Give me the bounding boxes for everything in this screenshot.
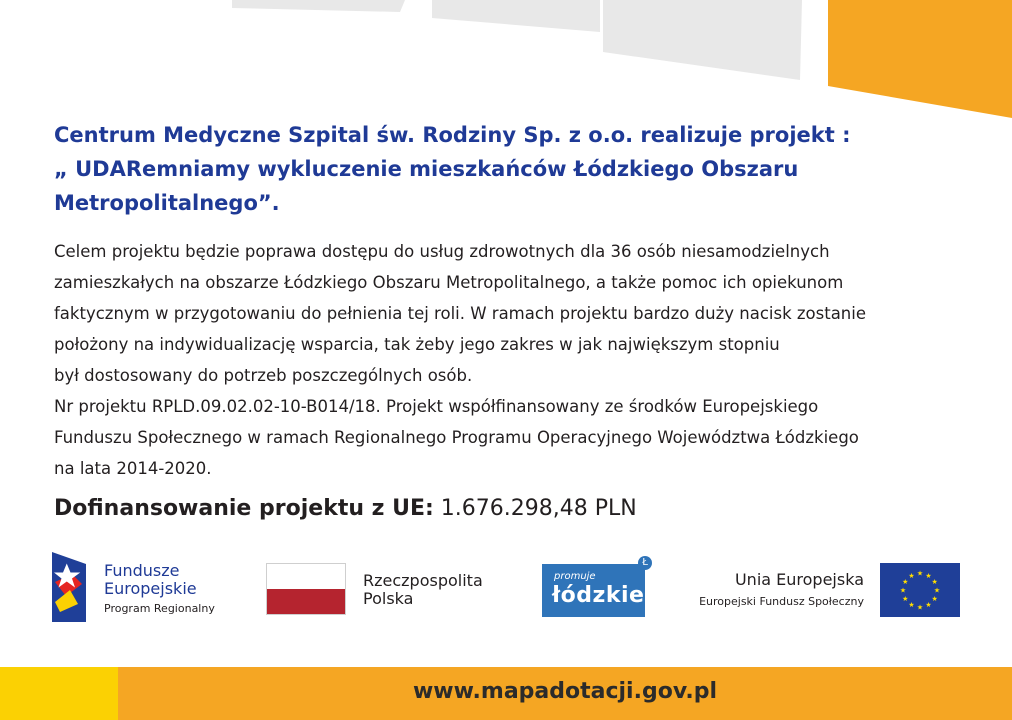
grey-stripe-2	[432, 0, 600, 32]
grey-stripe-3	[603, 0, 802, 80]
eu-star-icon: ★	[916, 603, 924, 612]
footer-yellow-block	[0, 667, 118, 720]
title-line-3: Metropolitalnego”.	[54, 191, 280, 215]
fe-line-2: Europejskie	[104, 579, 197, 598]
title-line-1: Centrum Medyczne Szpital św. Rodziny Sp. z o.o. realizuje projekt :	[54, 123, 851, 147]
rzeczpospolita-polska-logo	[266, 563, 516, 619]
fe-star-icon	[52, 552, 92, 622]
pl-line-1: Rzeczpospolita	[363, 571, 483, 590]
footer-url-link[interactable]: www.mapadotacji.gov.pl	[412, 679, 718, 704]
title-line-2: „ UDARemniamy wykluczenie mieszkańców Łódzkiego Obszaru	[54, 157, 799, 181]
lodzkie-badge-icon: Ł	[638, 556, 652, 570]
grey-stripe-1	[232, 0, 405, 12]
ue-line-1: Unia Europejska	[734, 570, 864, 589]
polish-flag-icon	[266, 563, 346, 615]
page-title	[54, 118, 954, 220]
funding-label: Dofinansowanie projektu z UE:	[54, 496, 434, 521]
eu-star-icon: ★	[908, 571, 915, 580]
lodzkie-big-text: łódzkie	[552, 583, 645, 608]
eu-star-icon: ★	[916, 569, 924, 578]
ue-line-2: Europejski Fundusz Społeczny	[699, 595, 864, 608]
eu-star-icon: ★	[902, 578, 909, 586]
eu-star-icon: ★	[931, 578, 938, 586]
footer-bar	[0, 667, 1012, 720]
eu-star-icon: ★	[902, 595, 909, 603]
fe-line-1: Fundusze	[104, 561, 180, 580]
eu-star-icon: ★	[931, 595, 938, 603]
eu-star-icon: ★	[933, 586, 941, 595]
body-line: na lata 2014-2020.	[54, 459, 212, 478]
eu-flag-icon	[880, 563, 960, 617]
body-line: położony na indywidualizację wsparcia, tak żeby jego zakres w jak największym stopniu	[54, 335, 780, 354]
eu-star-icon: ★	[899, 586, 907, 595]
body-line: Celem projektu będzie poprawa dostępu do usług zdrowotnych dla 36 osób niesamodzielnych	[54, 242, 830, 261]
project-description	[54, 236, 974, 484]
funding-value: 1.676.298,48 PLN	[433, 496, 637, 521]
eu-star-icon: ★	[908, 601, 915, 610]
body-line: faktycznym w przygotowaniu do pełnienia tej roli. W ramach projektu bardzo duży nacisk zostanie	[54, 304, 866, 323]
body-line: Nr projektu RPLD.09.02.02-10-B014/18. Projekt współfinansowany ze środków Europejskiego	[54, 397, 819, 416]
lodzkie-small-text: promuje	[554, 571, 596, 582]
eu-star-icon: ★	[925, 571, 932, 580]
pl-line-2: Polska	[363, 589, 414, 608]
fundusze-europejskie-logo	[52, 552, 232, 622]
body-line: Funduszu Społecznego w ramach Regionalnego Programu Operacyjnego Województwa Łódzkiego	[54, 428, 859, 447]
promuje-lodzkie-logo	[542, 556, 654, 622]
fe-line-3: Program Regionalny	[104, 602, 215, 615]
eu-star-icon: ★	[925, 601, 932, 610]
unia-europejska-logo	[690, 562, 960, 618]
orange-corner	[828, 0, 1012, 118]
funding-amount	[54, 492, 637, 526]
body-line: zamieszkałych na obszarze Łódzkiego Obszaru Metropolitalnego, a także pomoc ich opiekunom	[54, 273, 844, 292]
top-decoration	[0, 0, 1012, 120]
body-line: był dostosowany do potrzeb poszczególnych osób.	[54, 366, 473, 385]
